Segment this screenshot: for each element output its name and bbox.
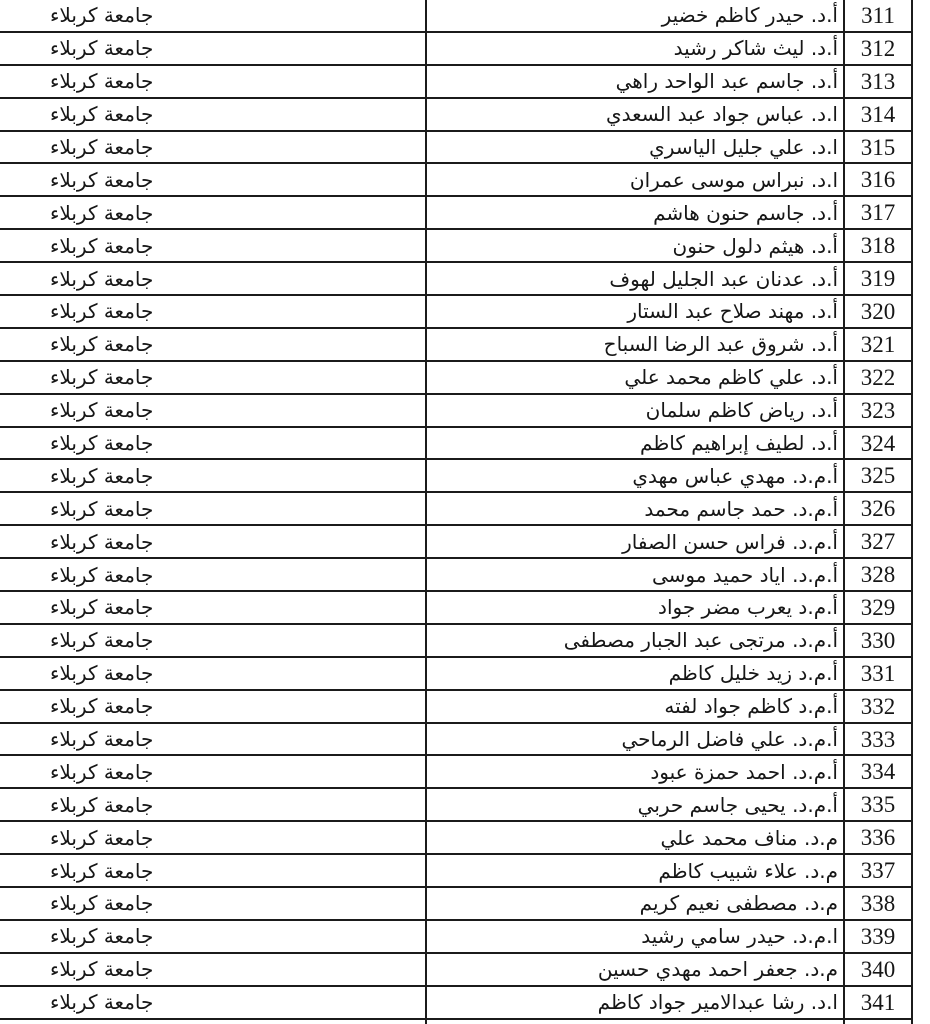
university-label: جامعة كربلاء: [50, 200, 154, 225]
academic-name: أ.د. لطيف إبراهيم كاظم: [640, 431, 838, 456]
academic-name: ا.د. رشا عبدالامير جواد كاظم: [597, 990, 838, 1015]
university-cell: [0, 592, 427, 625]
table-row: [0, 822, 930, 855]
table-row: [0, 230, 930, 263]
university-label: جامعة كربلاء: [50, 990, 154, 1015]
name-cell: [427, 460, 845, 493]
name-cell: [427, 855, 845, 888]
academic-name: أ.م.د زيد خليل كاظم: [668, 661, 838, 686]
university-label: جامعة كربلاء: [50, 167, 154, 192]
university-label: جامعة كربلاء: [50, 759, 154, 784]
table-row: [0, 756, 930, 789]
table-row: [0, 987, 930, 1020]
name-cell: [427, 33, 845, 66]
university-label: جامعة كربلاء: [50, 431, 154, 456]
name-cell: [427, 888, 845, 921]
university-label: جامعة كربلاء: [50, 398, 154, 423]
academic-name: أ.م.د. اياد حميد موسى: [651, 562, 838, 587]
university-label: جامعة كربلاء: [50, 825, 154, 850]
page-right-margin: [913, 66, 930, 99]
number-cell: 325: [845, 460, 913, 493]
number-cell: 328: [845, 559, 913, 592]
university-cell: [0, 197, 427, 230]
academic-name: أ.د. جاسم عبد الواحد راهي: [615, 69, 838, 94]
number-cell: 331: [845, 658, 913, 691]
name-cell: [427, 99, 845, 132]
university-cell: [0, 888, 427, 921]
university-label: جامعة كربلاء: [50, 135, 154, 159]
academic-name: م.د. علاء شبيب كاظم: [658, 858, 838, 883]
name-cell: [427, 230, 845, 263]
number-cell: 324: [845, 428, 913, 461]
number-cell: 319: [845, 263, 913, 296]
number-cell: 338: [845, 888, 913, 921]
table-row: [0, 395, 930, 428]
university-cell: [0, 987, 427, 1020]
table-row: [0, 592, 930, 625]
name-cell: [427, 1020, 845, 1024]
university-cell: [0, 263, 427, 296]
name-cell: [427, 724, 845, 757]
university-label: جامعة كربلاء: [50, 858, 154, 883]
table-row: [0, 855, 930, 888]
university-cell: [0, 691, 427, 724]
academic-name: أ.م.د. حمد جاسم محمد: [644, 496, 838, 521]
page-right-margin: [913, 756, 930, 789]
name-cell: [427, 789, 845, 822]
academic-name: ا.د. نبراس موسى عمران: [629, 167, 838, 192]
university-cell: [0, 395, 427, 428]
page-right-margin: [913, 33, 930, 66]
table-row: [0, 691, 930, 724]
table-row: [0, 493, 930, 526]
university-label: جامعة كربلاء: [50, 529, 154, 554]
university-cell: [0, 460, 427, 493]
page-right-margin: [913, 329, 930, 362]
page-right-margin: [913, 987, 930, 1020]
table-row: [0, 625, 930, 658]
academic-name: ا.م.د. حيدر سامي رشيد: [641, 924, 838, 949]
page-right-margin: [913, 164, 930, 197]
university-label: جامعة كربلاء: [50, 36, 154, 61]
page-right-margin: [913, 691, 930, 724]
name-cell: [427, 691, 845, 724]
name-cell: [427, 822, 845, 855]
university-cell: [0, 724, 427, 757]
name-cell: [427, 756, 845, 789]
number-cell: 335: [845, 789, 913, 822]
university-label: جامعة كربلاء: [50, 332, 154, 357]
number-cell: 322: [845, 362, 913, 395]
academic-name: أ.م.د. يحيى جاسم حربي: [637, 792, 838, 817]
name-cell: [427, 132, 845, 165]
table-row: [0, 132, 930, 165]
academic-name: م.د. مصطفى نعيم كريم: [639, 891, 838, 916]
university-cell: [0, 921, 427, 954]
table-row: [0, 66, 930, 99]
table-row: [0, 99, 930, 132]
number-cell: 321: [845, 329, 913, 362]
page-right-margin: [913, 395, 930, 428]
table-row: [0, 197, 930, 230]
academic-name: أ.م.د. فراس حسن الصفار: [622, 529, 838, 554]
number-cell: 315: [845, 132, 913, 165]
university-label: جامعة كربلاء: [50, 628, 154, 653]
page-right-margin: [913, 822, 930, 855]
name-cell: [427, 954, 845, 987]
table-row: [0, 460, 930, 493]
page-right-margin: [913, 921, 930, 954]
number-cell: 337: [845, 855, 913, 888]
page-right-margin: [913, 592, 930, 625]
academic-name: أ.م.د. علي فاضل الرماحي: [621, 727, 838, 752]
university-label: جامعة كربلاء: [50, 3, 154, 28]
university-cell: [0, 855, 427, 888]
university-label: جامعة كربلاء: [50, 365, 154, 390]
page-right-margin: [913, 954, 930, 987]
name-cell: [427, 395, 845, 428]
page-right-margin: [913, 197, 930, 230]
university-cell: [0, 362, 427, 395]
number-cell: 316: [845, 164, 913, 197]
name-cell: [427, 263, 845, 296]
table-row: [0, 329, 930, 362]
academic-name: م.د. مناف محمد علي: [660, 825, 838, 850]
page-right-margin: [913, 296, 930, 329]
table-row: [0, 921, 930, 954]
page-right-margin: [913, 724, 930, 757]
name-cell: [427, 66, 845, 99]
academic-name: أ.م.د يعرب مضر جواد: [658, 595, 838, 620]
university-cell: [0, 954, 427, 987]
university-label: جامعة كربلاء: [50, 891, 154, 916]
university-cell: [0, 99, 427, 132]
page-right-margin: [913, 263, 930, 296]
name-cell: [427, 987, 845, 1020]
university-label: جامعة كربلاء: [50, 496, 154, 521]
table-row: [0, 362, 930, 395]
university-cell: [0, 0, 427, 33]
number-cell: 336: [845, 822, 913, 855]
academic-name: أ.م.د. مهدي عباس مهدي: [632, 463, 838, 488]
university-cell: [0, 132, 427, 165]
number-cell: 340: [845, 954, 913, 987]
page-right-margin: [913, 493, 930, 526]
academic-name: أ.م.د. احمد حمزة عبود: [650, 759, 838, 784]
number-cell: 326: [845, 493, 913, 526]
number-cell: 339: [845, 921, 913, 954]
university-cell: [0, 33, 427, 66]
university-cell: [0, 658, 427, 691]
number-cell: 311: [845, 0, 913, 33]
university-cell: [0, 230, 427, 263]
name-cell: [427, 0, 845, 33]
page-right-margin: [913, 789, 930, 822]
number-cell: 318: [845, 230, 913, 263]
university-label: جامعة كربلاء: [50, 792, 154, 817]
university-label: جامعة كربلاء: [50, 562, 154, 587]
number-cell: 314: [845, 99, 913, 132]
number-cell: 320: [845, 296, 913, 329]
number-cell: 334: [845, 756, 913, 789]
university-label: جامعة كربلاء: [50, 463, 154, 488]
number-cell: 317: [845, 197, 913, 230]
academic-name: أ.د. جاسم حنون هاشم: [653, 200, 838, 225]
university-label: جامعة كربلاء: [50, 727, 154, 752]
name-cell: [427, 428, 845, 461]
university-cell: [0, 164, 427, 197]
university-label: جامعة كربلاء: [50, 102, 154, 127]
academic-name: أ.م.د كاظم جواد لفته: [664, 694, 838, 719]
university-cell: [0, 428, 427, 461]
table-row: [0, 164, 930, 197]
academic-name: أ.م.د. مرتجى عبد الجبار مصطفى: [563, 628, 838, 653]
university-cell: [0, 526, 427, 559]
university-cell: [0, 756, 427, 789]
name-cell: [427, 197, 845, 230]
page-right-margin: [913, 888, 930, 921]
university-cell: [0, 789, 427, 822]
academic-name: أ.د. رياض كاظم سلمان: [645, 398, 838, 423]
academic-name: أ.د. هيثم دلول حنون: [672, 233, 838, 258]
university-cell: [0, 329, 427, 362]
table-row: [0, 526, 930, 559]
university-label: جامعة كربلاء: [50, 957, 154, 982]
table-row: [0, 658, 930, 691]
name-cell: [427, 625, 845, 658]
table-row: [0, 724, 930, 757]
academic-name: أ.د. شروق عبد الرضا السباح: [603, 332, 838, 357]
page-right-margin: [913, 855, 930, 888]
table-row: [0, 954, 930, 987]
academic-name: أ.د. مهند صلاح عبد الستار: [627, 299, 838, 324]
number-cell: 313: [845, 66, 913, 99]
university-label: جامعة كربلاء: [50, 661, 154, 686]
university-cell: [0, 66, 427, 99]
table-row: [0, 0, 930, 33]
table-row: [0, 428, 930, 461]
page-right-margin: [913, 230, 930, 263]
page-right-margin: [913, 526, 930, 559]
academic-name: أ.د. حيدر كاظم خضير: [661, 3, 838, 28]
page-right-margin: [913, 132, 930, 165]
university-cell: [0, 625, 427, 658]
academic-name: م.د. جعفر احمد مهدي حسين: [597, 957, 838, 982]
table-row: [0, 789, 930, 822]
university-cell: [0, 493, 427, 526]
number-cell: 323: [845, 395, 913, 428]
page-right-margin: [913, 559, 930, 592]
university-label: جامعة كربلاء: [50, 299, 154, 324]
name-cell: [427, 329, 845, 362]
page-right-margin: [913, 658, 930, 691]
university-cell: [0, 1020, 427, 1024]
university-label: جامعة كربلاء: [50, 694, 154, 719]
page-right-margin: [913, 625, 930, 658]
name-cell: [427, 559, 845, 592]
university-label: جامعة كربلاء: [50, 595, 154, 620]
page-right-margin: [913, 1020, 930, 1024]
university-cell: [0, 559, 427, 592]
name-cell: [427, 164, 845, 197]
number-cell: 329: [845, 592, 913, 625]
table-row-partial: [0, 1020, 930, 1024]
page-right-margin: [913, 99, 930, 132]
table-row: [0, 263, 930, 296]
name-cell: [427, 658, 845, 691]
number-cell: [845, 1020, 913, 1024]
number-cell: 341: [845, 987, 913, 1020]
academic-name: أ.د. عدنان عبد الجليل لهوف: [609, 266, 838, 291]
academic-name: ا.د. علي جليل الياسري: [649, 135, 838, 159]
name-cell: [427, 921, 845, 954]
name-cell: [427, 526, 845, 559]
number-cell: 333: [845, 724, 913, 757]
number-cell: 312: [845, 33, 913, 66]
number-cell: 330: [845, 625, 913, 658]
academic-name: ا.د. عباس جواد عبد السعدي: [605, 102, 838, 127]
name-cell: [427, 362, 845, 395]
university-label: جامعة كربلاء: [50, 266, 154, 291]
page-right-margin: [913, 428, 930, 461]
academic-name: أ.د. علي كاظم محمد علي: [624, 365, 838, 390]
page-right-margin: [913, 0, 930, 33]
university-label: جامعة كربلاء: [50, 233, 154, 258]
table-row: [0, 888, 930, 921]
table-row: [0, 33, 930, 66]
page-right-margin: [913, 362, 930, 395]
name-cell: [427, 493, 845, 526]
name-cell: [427, 592, 845, 625]
number-cell: 332: [845, 691, 913, 724]
university-label: جامعة كربلاء: [50, 69, 154, 94]
academic-name: أ.د. ليث شاكر رشيد: [673, 36, 838, 61]
name-cell: [427, 296, 845, 329]
page-right-margin: [913, 460, 930, 493]
table-row: [0, 559, 930, 592]
table-row: [0, 296, 930, 329]
university-cell: [0, 296, 427, 329]
university-label: جامعة كربلاء: [50, 924, 154, 949]
number-cell: 327: [845, 526, 913, 559]
university-cell: [0, 822, 427, 855]
